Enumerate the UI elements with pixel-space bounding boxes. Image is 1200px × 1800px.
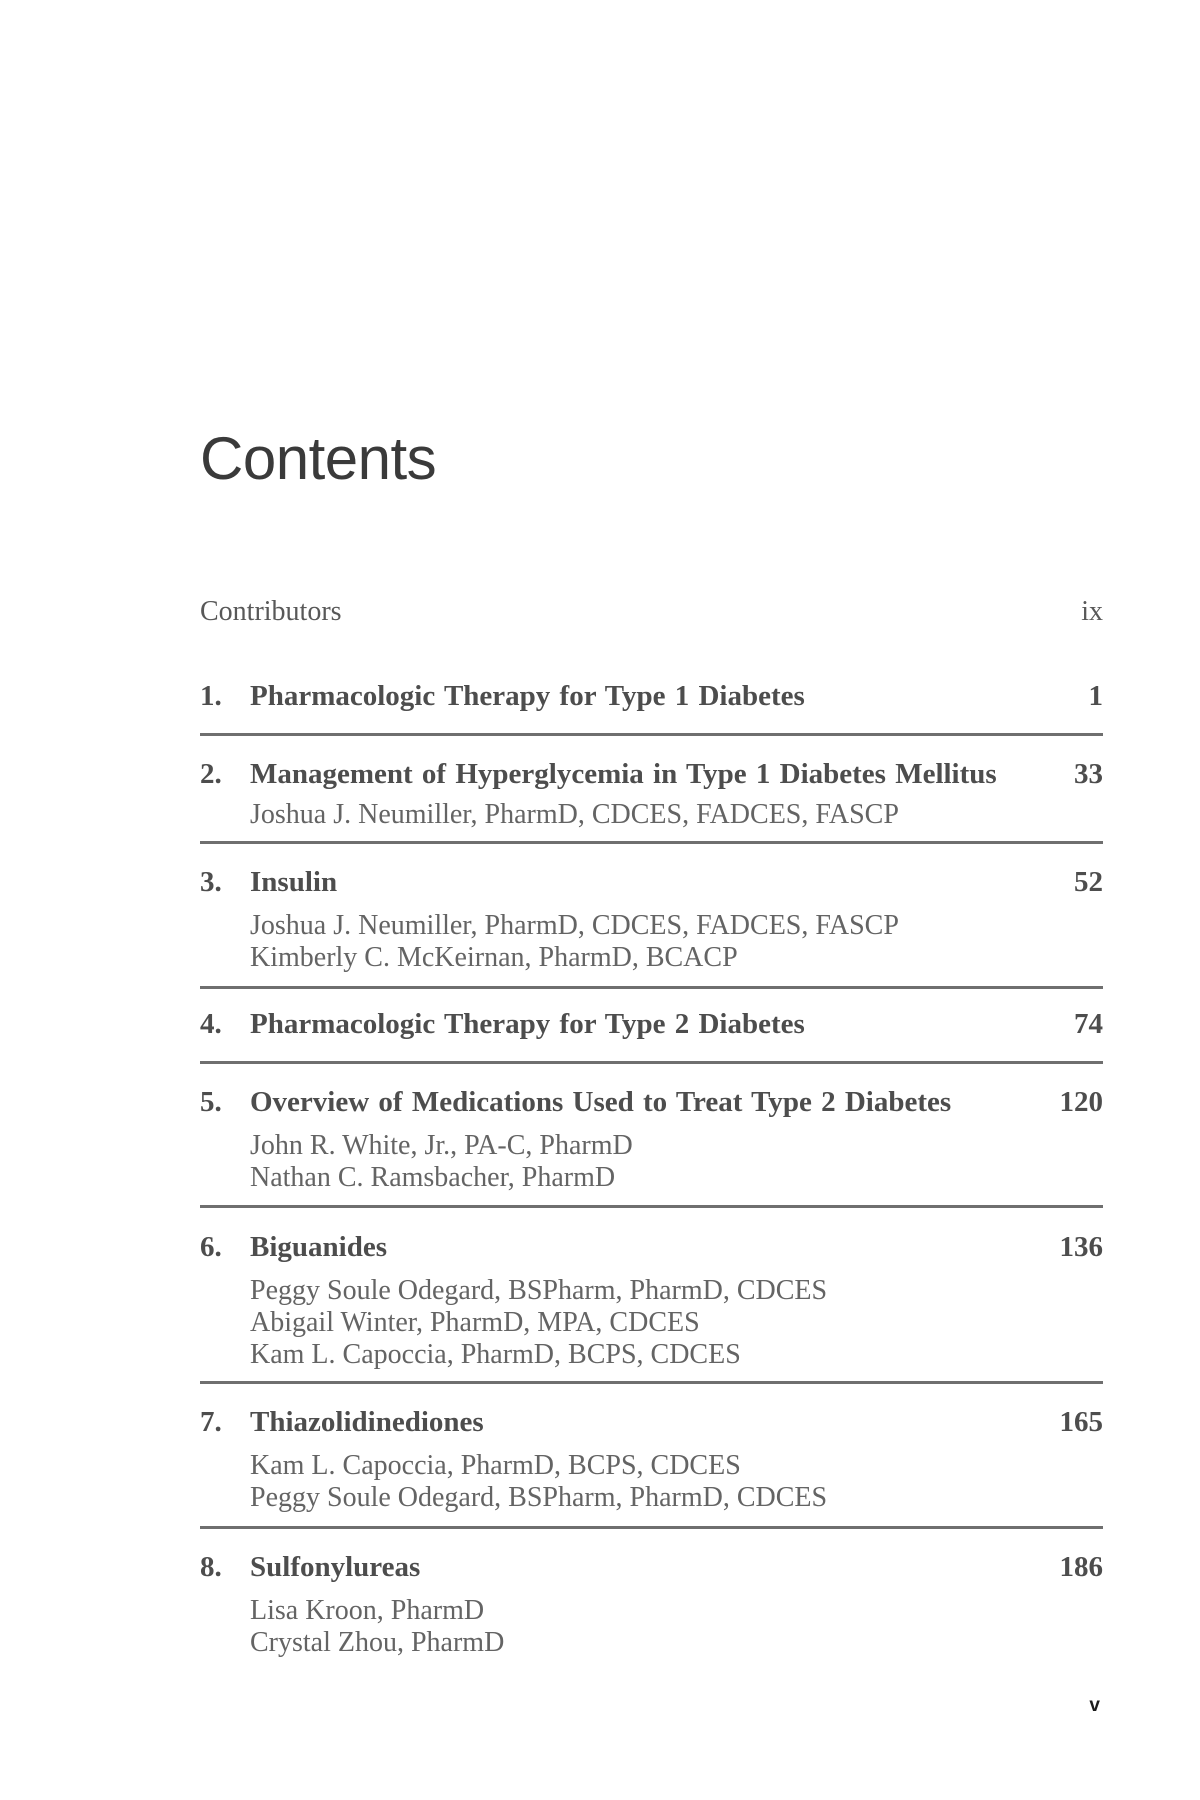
contributor-lines [250, 1450, 1103, 1514]
divider-rule [200, 986, 1103, 989]
chapter-title: Management of Hyperglycemia in Type 1 Diabetes Mellitus [250, 758, 997, 790]
contributor-lines [250, 1130, 1103, 1194]
contributor-line: Joshua J. Neumiller, PharmD, CDCES, FADCES, FASCP [250, 799, 899, 830]
contributor-line: Peggy Soule Odegard, BSPharm, PharmD, CDCES [250, 1275, 828, 1306]
contributor-line: Abigail Winter, PharmD, MPA, CDCES [250, 1307, 700, 1338]
chapter-row-5 [200, 1085, 1103, 1119]
chapter-number: 8. [200, 1551, 222, 1583]
contributor-line: John R. White, Jr., PA-C, PharmD [250, 1130, 633, 1161]
chapter-page-number: 1 [1088, 680, 1103, 712]
chapter-row-8 [200, 1550, 1103, 1584]
chapter-number: 5. [200, 1086, 222, 1118]
chapter-row-7 [200, 1405, 1103, 1439]
front-matter-label: Contributors [200, 596, 342, 627]
chapter-row-2 [200, 757, 1103, 791]
front-matter-page-number: ix [1081, 596, 1103, 627]
divider-rule [200, 1526, 1103, 1529]
chapter-row-6 [200, 1230, 1103, 1264]
chapter-title: Pharmacologic Therapy for Type 1 Diabetes [250, 680, 805, 712]
chapter-page-number: 136 [1059, 1231, 1103, 1263]
chapter-row-4 [200, 1007, 1103, 1041]
page-folio: v [1089, 1695, 1100, 1716]
contributor-line: Kimberly C. McKeirnan, PharmD, BCACP [250, 942, 738, 973]
chapter-title: Thiazolidinediones [250, 1406, 484, 1438]
chapter-page-number: 165 [1059, 1406, 1103, 1438]
contributor-lines [250, 1275, 1103, 1371]
chapter-page-number: 33 [1074, 758, 1103, 790]
divider-rule [200, 841, 1103, 844]
contributor-line: Crystal Zhou, PharmD [250, 1627, 505, 1658]
chapter-number: 4. [200, 1008, 222, 1040]
chapter-title: Insulin [250, 866, 338, 898]
chapter-row-1 [200, 679, 1103, 713]
contributor-lines [250, 1595, 1103, 1659]
page-title: Contents [200, 425, 437, 492]
chapter-number: 1. [200, 680, 222, 712]
front-matter-row [200, 595, 1103, 629]
divider-rule [200, 1061, 1103, 1064]
contributor-line: Nathan C. Ramsbacher, PharmD [250, 1162, 616, 1193]
contributor-line: Joshua J. Neumiller, PharmD, CDCES, FADCES, FASCP [250, 910, 899, 941]
chapter-title: Biguanides [250, 1231, 387, 1263]
contributor-line: Kam L. Capoccia, PharmD, BCPS, CDCES [250, 1450, 741, 1481]
chapter-title: Pharmacologic Therapy for Type 2 Diabetes [250, 1008, 805, 1040]
chapter-row-3 [200, 865, 1103, 899]
chapter-number: 7. [200, 1406, 222, 1438]
chapter-page-number: 52 [1074, 866, 1103, 898]
divider-rule [200, 1205, 1103, 1208]
contributor-lines [250, 799, 1103, 831]
chapter-number: 3. [200, 866, 222, 898]
chapter-page-number: 74 [1074, 1008, 1103, 1040]
chapter-title: Overview of Medications Used to Treat Type 2 Diabetes [250, 1086, 952, 1118]
contributor-line: Kam L. Capoccia, PharmD, BCPS, CDCES [250, 1339, 741, 1370]
chapter-title: Sulfonylureas [250, 1551, 421, 1583]
divider-rule [200, 1381, 1103, 1384]
chapter-number: 2. [200, 758, 222, 790]
chapter-number: 6. [200, 1231, 222, 1263]
contributor-line: Peggy Soule Odegard, BSPharm, PharmD, CDCES [250, 1482, 828, 1513]
chapter-page-number: 120 [1059, 1086, 1103, 1118]
contributor-lines [250, 910, 1103, 974]
contributor-line: Lisa Kroon, PharmD [250, 1595, 485, 1626]
divider-rule [200, 733, 1103, 736]
chapter-page-number: 186 [1059, 1551, 1103, 1583]
